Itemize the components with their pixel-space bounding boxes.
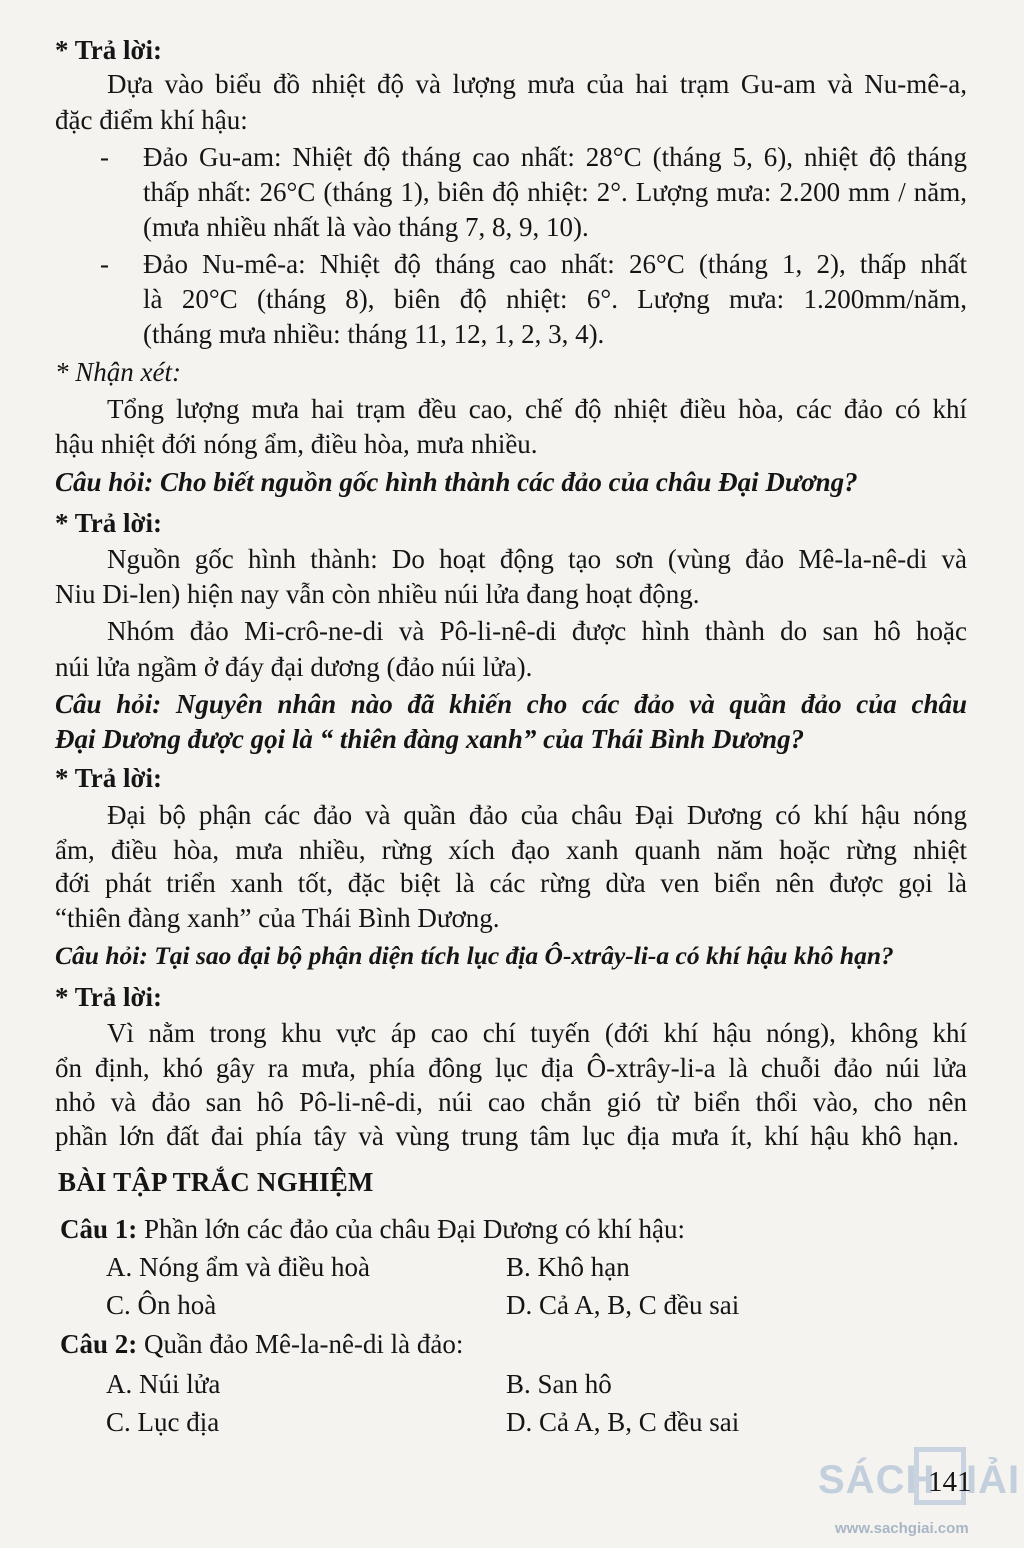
- paragraph-line: phần lớn đất đai phía tây và vùng trung tâm lục địa mưa ít, khí hậu khô hạn.: [55, 1121, 959, 1151]
- mcq-option: B. Khô hạn: [506, 1252, 630, 1282]
- paragraph-line: Dựa vào biểu đồ nhiệt độ và lượng mưa của hai trạm Gu-am và Nu-mê-a,: [107, 69, 967, 99]
- remark-heading: * Nhận xét:: [55, 357, 181, 387]
- question-heading: Câu hỏi: Nguyên nhân nào đã khiến cho các đảo và quần đảo của châu: [55, 689, 967, 719]
- paragraph-line: Vì nằm trong khu vực áp cao chí tuyến (đới khí hậu nóng), không khí: [107, 1018, 967, 1048]
- question-heading: Câu hỏi: Tại sao đại bộ phận diện tích lục địa Ô-xtrây-li-a có khí hậu khô hạn?: [55, 941, 894, 970]
- mcq-text: Phần lớn các đảo của châu Đại Dương có khí hậu:: [137, 1214, 686, 1244]
- paragraph-line: Nguồn gốc hình thành: Do hoạt động tạo sơn (vùng đảo Mê-la-nê-di và: [107, 544, 967, 574]
- bullet-marker: -: [100, 142, 109, 172]
- watermark-url: www.sachgiai.com: [835, 1520, 969, 1537]
- bullet-line: Đảo Nu-mê-a: Nhiệt độ tháng cao nhất: 26°C (tháng 1, 2), thấp nhất: [143, 249, 967, 279]
- bullet-line: là 20°C (tháng 8), biên độ nhiệt: 6°. Lượng mưa: 1.200mm/năm,: [143, 284, 967, 314]
- answer-heading: * Trả lời:: [55, 35, 162, 65]
- paragraph-line: Nhóm đảo Mi-crô-ne-di và Pô-li-nê-di được hình thành do san hô hoặc: [107, 616, 967, 646]
- section-title: BÀI TẬP TRẮC NGHIỆM: [58, 1167, 374, 1197]
- paragraph-line: Niu Di-len) hiện nay vẫn còn nhiều núi lửa đang hoạt động.: [55, 579, 700, 609]
- mcq-label: Câu 1:: [60, 1214, 138, 1244]
- paragraph-line: hậu nhiệt đới nóng ẩm, điều hòa, mưa nhiều.: [55, 429, 538, 459]
- mcq-option: C. Lục địa: [106, 1407, 220, 1437]
- bullet-line: (mưa nhiều nhất là vào tháng 7, 8, 9, 10).: [143, 212, 589, 242]
- bullet-line: (tháng mưa nhiều: tháng 11, 12, 1, 2, 3, 4).: [143, 319, 605, 349]
- question-heading: Đại Dương được gọi là “ thiên đàng xanh” của Thái Bình Dương?: [55, 724, 805, 754]
- mcq-option: C. Ôn hoà: [106, 1290, 217, 1320]
- answer-heading: * Trả lời:: [55, 982, 162, 1012]
- mcq-option: A. Nóng ẩm và điều hoà: [106, 1252, 370, 1282]
- paragraph-line: đới phát triển xanh tốt, đặc biệt là các rừng dừa ven biển nên được gọi là: [55, 868, 967, 898]
- bullet-line: thấp nhất: 26°C (tháng 1), biên độ nhiệt: 2°. Lượng mưa: 2.200 mm / năm,: [143, 177, 967, 207]
- mcq-option: D. Cả A, B, C đều sai: [506, 1407, 740, 1437]
- paragraph-line: Tổng lượng mưa hai trạm đều cao, chế độ nhiệt điều hòa, các đảo có khí: [107, 394, 967, 424]
- mcq-option: D. Cả A, B, C đều sai: [506, 1290, 740, 1320]
- mcq-text: Quần đảo Mê-la-nê-di là đảo:: [137, 1329, 464, 1359]
- bullet-marker: -: [100, 249, 109, 279]
- page-number: 141: [928, 1466, 972, 1498]
- paragraph-line: đặc điểm khí hậu:: [55, 105, 248, 135]
- watermark-text-left: SÁCH: [818, 1458, 936, 1502]
- paragraph-line: “thiên đàng xanh” của Thái Bình Dương.: [55, 903, 500, 933]
- mcq-question: [60, 1212, 685, 1246]
- mcq-question: [60, 1327, 463, 1361]
- bullet-line: Đảo Gu-am: Nhiệt độ tháng cao nhất: 28°C (tháng 5, 6), nhiệt độ tháng: [143, 142, 967, 172]
- paragraph-line: ổn định, khó gây ra mưa, phía đông lục địa Ô-xtrây-li-a là chuỗi đảo núi lửa: [55, 1053, 967, 1083]
- paragraph-line: núi lửa ngầm ở đáy đại dương (đảo núi lửa).: [55, 652, 533, 682]
- answer-heading: * Trả lời:: [55, 508, 162, 538]
- mcq-option: B. San hô: [506, 1369, 612, 1399]
- answer-heading: * Trả lời:: [55, 763, 162, 793]
- mcq-label: Câu 2:: [60, 1329, 138, 1359]
- question-heading: Câu hỏi: Cho biết nguồn gốc hình thành các đảo của châu Đại Dương?: [55, 467, 858, 497]
- paragraph-line: nhỏ và đảo san hô Pô-li-nê-di, núi cao chắn gió từ biển thổi vào, cho nên: [55, 1087, 967, 1117]
- paragraph-line: ẩm, điều hòa, mưa nhiều, rừng xích đạo xanh quanh năm hoặc rừng nhiệt: [55, 835, 967, 865]
- paragraph-line: Đại bộ phận các đảo và quần đảo của châu Đại Dương có khí hậu nóng: [107, 800, 967, 830]
- watermark-text-right: IẢI: [966, 1458, 1021, 1502]
- mcq-option: A. Núi lửa: [106, 1369, 221, 1399]
